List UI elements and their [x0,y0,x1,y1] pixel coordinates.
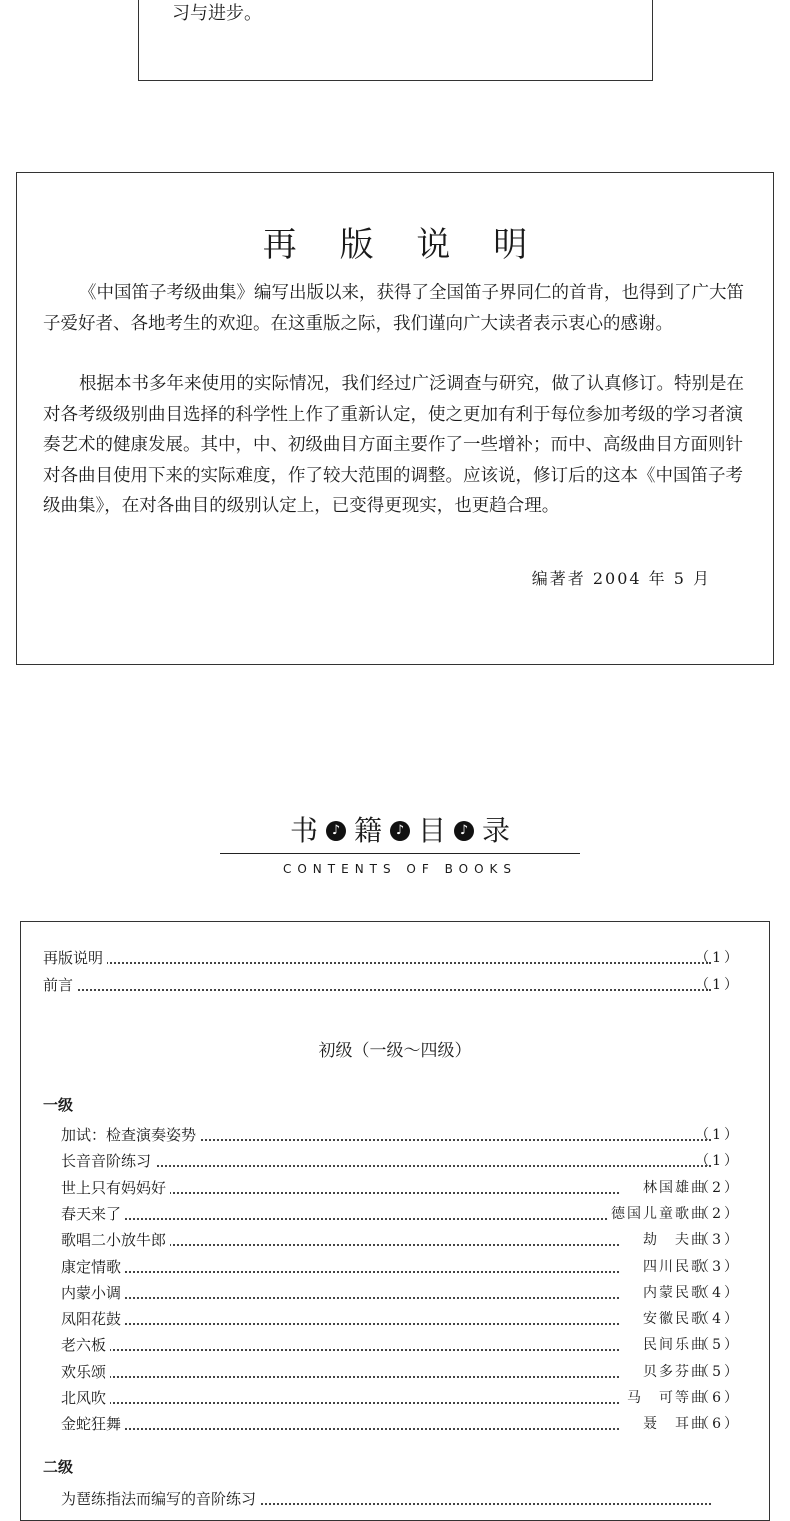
toc-entry-credit: 四川民歌 [639,1256,707,1276]
toc-entry-credit: 林国雄曲 [639,1177,707,1197]
toc-leader-dots [61,1349,619,1351]
toc-entry-title: 老六板 [61,1334,110,1355]
toc-entry-title: 金蛇狂舞 [61,1413,125,1434]
toc-entry-credit: 民间乐曲 [639,1334,707,1354]
toc-entry [21,1124,769,1150]
reprint-paragraph-1-text: 《中国笛子考级曲集》编写出版以来，获得了全国笛子界同仁的首肯，也得到了广大笛子爱好者、各地考生的欢迎。在这重版之际，我们谨向广大读者表示衷心的感谢。 [43,283,744,334]
toc-leader-dots [43,962,711,964]
toc-entry [21,1282,769,1308]
toc-entry-credit: 内蒙民歌 [639,1282,707,1302]
toc-entry-title: 前言 [43,974,77,995]
toc-entry [21,1177,769,1203]
toc-level-2-label: 二级 [43,1458,74,1476]
toc-entry-credit: 马 可等曲 [623,1387,707,1407]
toc-entry [21,1203,769,1229]
toc-leader-dots [61,1297,619,1299]
toc-entry [21,1387,769,1413]
reprint-paragraph-2-text: 根据本书多年来使用的实际情况，我们经过广泛调查与研究，做了认真修订。特别是在对各考级级别曲目选择的科学性上作了重新认定，使之更加有利于每位参加考级的学习者演奏艺术的健康发展。其中，中、初级曲目方面主要作了一些增补；而中、高级曲目方面则针对各曲目使用下来的实际难度，作了较大范围的调整。应该说，修订后的这本《中国笛子考级曲集》，在对各曲目的级别认定上，已变得更现实，也更趋合理。 [43,374,744,516]
toc-entry [21,947,769,973]
toc-entry-credit: 劫 夫曲 [639,1229,707,1249]
toc-entry-page: （5） [695,1363,741,1380]
toc-entry-credit: 德国儿童歌曲 [607,1203,707,1223]
toc-leader-dots [61,1428,619,1430]
foreword-line-2: 习与进步。 [172,3,262,24]
toc-entry-page: （5） [695,1337,741,1354]
toc-entry [21,1150,769,1176]
toc-entry-page: （4） [695,1284,741,1301]
toc-entry-title: 再版说明 [43,947,107,968]
toc-entry-credit: 贝多芬曲 [639,1361,707,1381]
toc-leader-dots [61,1323,619,1325]
toc-entry-title: 为琶练指法而编写的音阶练习 [61,1488,260,1509]
toc-leader-dots [61,1218,619,1220]
contents-title-char: 书 [289,814,318,847]
contents-title-char: 籍 [353,814,382,847]
reprint-paragraph-1 [43,278,753,339]
music-note-icon: ♪ [454,821,474,841]
toc-leader-dots [61,1402,619,1404]
toc-entry-credit: 安徽民歌 [639,1308,707,1328]
toc-entry-title: 加试：检查演奏姿势 [61,1124,200,1145]
toc-entry-page: （4） [695,1311,741,1328]
toc-entry-credit: 聂 耳曲 [639,1413,707,1433]
toc-leader-dots [61,1271,619,1273]
music-note-icon: ♪ [390,821,410,841]
toc-entry-title: 凤阳花鼓 [61,1308,125,1329]
toc-entry-page: （6） [695,1390,741,1406]
toc-entry-title: 内蒙小调 [61,1282,125,1303]
contents-subtitle: CONTENTS OF BOOKS [282,862,517,876]
toc-entry-page: （2） [695,1179,741,1196]
toc-entry-page: （1） [695,1127,741,1143]
toc-entry [21,1413,769,1439]
foreword-box [138,0,653,81]
toc-section-title: 初级（一级～四级） [318,1041,472,1061]
toc-entry-title: 世上只有妈妈好 [61,1177,170,1198]
reprint-title: 再 版 说 明 [262,225,544,265]
toc-entry [21,1488,769,1514]
toc-entry [21,1256,769,1282]
toc-level-1-label: 一级 [43,1096,74,1114]
toc-entry [21,1334,769,1360]
reprint-signature: 编著者 2004 年 5 月 [531,569,711,588]
table-of-contents [20,921,770,1521]
toc-entry-page: （3） [695,1258,741,1275]
contents-title-char: 录 [482,814,511,847]
toc-entry-title: 康定情歌 [61,1256,125,1277]
toc-entry [21,1229,769,1255]
toc-entry-title: 欢乐颂 [61,1361,110,1382]
toc-entry [21,974,769,1000]
toc-leader-dots [61,1165,711,1167]
toc-entry-page: （1） [695,950,741,966]
toc-entry-title: 歌唱二小放牛郎 [61,1229,170,1250]
contents-title-char: 目 [418,814,447,847]
toc-entry-title: 长音音阶练习 [61,1150,155,1171]
contents-title [220,812,580,854]
toc-entry [21,1361,769,1387]
toc-entry-page: （1） [695,977,741,993]
music-note-icon: ♪ [326,821,346,841]
toc-entry-title: 北风吹 [61,1387,110,1408]
toc-entry-page: （2） [695,1205,741,1222]
toc-leader-dots [43,989,711,991]
toc-entry-page: （3） [695,1232,741,1249]
reprint-statement-box [16,172,774,665]
toc-entry-title: 春天来了 [61,1203,125,1224]
toc-entry-page: （6） [695,1416,741,1433]
toc-leader-dots [61,1376,619,1378]
contents-header [220,812,580,876]
toc-entry-page: （1） [695,1153,741,1170]
toc-entry [21,1308,769,1334]
reprint-paragraph-2 [43,369,753,522]
